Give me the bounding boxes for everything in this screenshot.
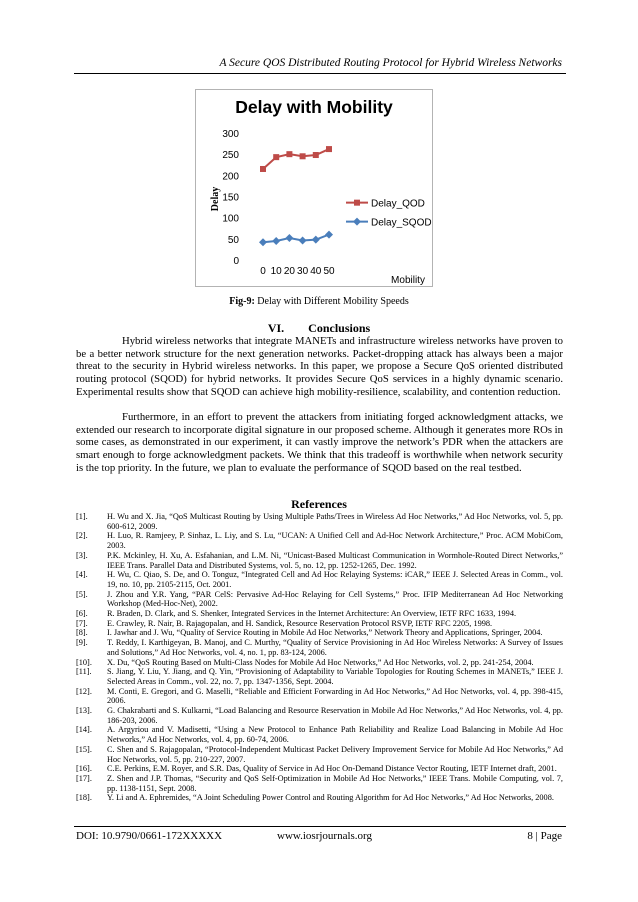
y-tick-label: 300 bbox=[222, 129, 239, 140]
reference-item bbox=[76, 628, 563, 638]
legend-marker-square bbox=[354, 200, 360, 206]
reference-item bbox=[76, 638, 563, 657]
footer-doi: DOI: 10.9790/0661-172XXXXX bbox=[76, 830, 223, 842]
reference-number: [11]. bbox=[76, 667, 92, 677]
reference-number: [2]. bbox=[76, 531, 88, 541]
reference-number: [13]. bbox=[76, 706, 92, 716]
reference-number: [16]. bbox=[76, 764, 92, 774]
reference-list bbox=[76, 512, 563, 803]
reference-item bbox=[76, 745, 563, 764]
reference-item bbox=[76, 725, 563, 744]
reference-item bbox=[76, 764, 563, 774]
legend-label: Delay_QOD bbox=[371, 198, 425, 210]
y-tick-label: 0 bbox=[233, 256, 239, 267]
reference-text: E. Crawley, R. Nair, B. Rajagopalan, and H. Sandick, Resource Reservation Protocol RSVP, IETF RFC 2205, 1998. bbox=[107, 618, 493, 628]
reference-number: [8]. bbox=[76, 628, 88, 638]
figure-caption-label: Fig-9: bbox=[229, 296, 255, 307]
section-heading-references: References bbox=[291, 497, 347, 511]
data-point-square bbox=[286, 151, 292, 157]
reference-item bbox=[76, 570, 563, 589]
chart-title: Delay with Mobility bbox=[235, 97, 393, 117]
reference-number: [10]. bbox=[76, 657, 92, 667]
header-rule bbox=[74, 73, 566, 74]
reference-number: [17]. bbox=[76, 773, 92, 783]
reference-item bbox=[76, 619, 563, 629]
reference-number: [18]. bbox=[76, 793, 92, 803]
paragraph-text: Furthermore, in an effort to prevent the attackers from initiating forged acknowledgment attacks, we extended our research to incorporate digital signature in our proposed scheme. Although it generates more ROs in some cases, as demonstrated in our experiment, it can vastly improve the network’s PDR when the attackers are smart enough to forge acknowledgment packets. We think that this tradeoff is worthwhile when network security is the top priority. In the future, we plan to evaluate the performance of SQOD based on the real testbed. bbox=[76, 411, 563, 474]
paragraph-text: Hybrid wireless networks that integrate MANETs and infrastructure wireless networks have proven to be a better network structure for the next generation networks. Packet-dropping attack has always been a major threat to the security in Hybrid wireless networks. In this paper, we propose a Secure QoS oriented distributed routing protocol (SQOD) for hybrid networks. It provides Secure QoS services in a highly dynamic scenario. Experimental results show that SQOD can achieve high mobility-resilience, scalability, and contention reduction. bbox=[76, 335, 563, 398]
reference-text: J. Zhou and Y.R. Yang, “PAR CelS: Pervasive Ad-Hoc Relaying for Cell Systems,” Proc. IFIP Mediterranean Ad Hoc Networking Workshop (Med-Hoc-Net), 2002. bbox=[107, 589, 563, 609]
reference-number: [4]. bbox=[76, 570, 88, 580]
running-header: A Secure QOS Distributed Routing Protocol for Hybrid Wireless Networks bbox=[219, 57, 562, 69]
reference-text: X. Du, “QoS Routing Based on Multi-Class Nodes for Mobile Ad Hoc Networks,” Ad Hoc Networks, vol. 2, pp. 241-254, 2004. bbox=[107, 657, 534, 667]
reference-number: [6]. bbox=[76, 609, 88, 619]
figure-caption-text: Delay with Different Mobility Speeds bbox=[254, 296, 409, 307]
reference-item bbox=[76, 774, 563, 793]
data-point-square bbox=[260, 166, 266, 172]
data-point-diamond bbox=[272, 237, 280, 245]
reference-text: T. Reddy, I. Karthigeyan, B. Manoj, and C. Murthy, “Quality of Service Provisioning in Ad Hoc Wireless Networks: A Survey of Issues and Solutions,” Ad Hoc Networks, vol. 4, no. 1, pp. 83-124, 2006. bbox=[107, 638, 563, 657]
legend-label: Delay_SQOD bbox=[371, 217, 432, 229]
x-tick-label: 30 bbox=[297, 266, 309, 277]
reference-text: S. Jiang, Y. Liu, Y. Jiang, and Q. Yin, “Provisioning of Adaptability to Variable Topologies for Routing Schemes in MANETs,” IEEE J. Selected Areas in Comm., vol. 22, no. 7, pp. 1347-1356, Sept. 2004. bbox=[107, 667, 563, 686]
data-point-square bbox=[300, 153, 306, 159]
reference-item bbox=[76, 706, 563, 725]
reference-text: H. Wu and X. Jia, “QoS Multicast Routing by Using Multiple Paths/Trees in Wireless Ad Hoc Networks,” Ad Hoc Networks, vol. 5, pp. 600-612, 2009. bbox=[107, 512, 563, 531]
conclusions-paragraph-2 bbox=[76, 411, 563, 475]
x-tick-label: 40 bbox=[310, 266, 322, 277]
x-tick-label: 50 bbox=[323, 266, 335, 277]
y-tick-label: 100 bbox=[222, 213, 239, 225]
reference-item bbox=[76, 512, 563, 531]
x-axis-label: Mobility bbox=[391, 275, 425, 286]
data-point-diamond bbox=[299, 237, 307, 245]
section-heading-conclusions: VI. Conclusions bbox=[267, 321, 371, 335]
data-point-square bbox=[273, 154, 279, 160]
reference-number: [9]. bbox=[76, 638, 88, 648]
chart-svg bbox=[196, 90, 432, 286]
reference-item bbox=[76, 551, 563, 570]
legend-marker-diamond bbox=[353, 218, 361, 226]
reference-text: H. Wu, C. Qiao, S. De, and O. Tonguz, “Integrated Cell and Ad Hoc Relaying Systems: iCAR,” IEEE J. Selected Areas in Comm., vol. 19, no. 10, pp. 2105-2115, Oct. 2001. bbox=[107, 570, 563, 589]
reference-text: C. Shen and S. Rajagopalan, “Protocol-Independent Multicast Packet Delivery Improvement Service for Mobile Ad Hoc Networks,” Ad Hoc Networks, vol. 5, pp. 210-227, 2007. bbox=[107, 744, 563, 764]
reference-number: [14]. bbox=[76, 725, 92, 735]
data-point-diamond bbox=[285, 234, 293, 242]
y-tick-label: 50 bbox=[227, 234, 239, 246]
y-tick-label: 200 bbox=[222, 171, 239, 183]
delay-mobility-chart bbox=[195, 89, 433, 287]
y-axis-label: Delay bbox=[210, 186, 221, 212]
figure-caption bbox=[0, 296, 638, 307]
reference-item bbox=[76, 667, 563, 686]
x-tick-label: 20 bbox=[283, 266, 295, 277]
reference-text: H. Luo, R. Ramjeey, P. Sinhaz, L. Liy, and S. Lu, “UCAN: A Unified Cell and Ad-Hoc Network Architecture,” Proc. ACM MobiCom, 2003. bbox=[107, 531, 563, 551]
reference-item bbox=[76, 531, 563, 550]
data-point-diamond bbox=[259, 238, 267, 246]
reference-text: Y. Li and A. Ephremides, “A Joint Scheduling Power Control and Routing Algorithm for Ad Hoc Networks,” Ad Hoc Networks, 2008. bbox=[107, 793, 554, 803]
footer-rule bbox=[74, 826, 566, 827]
reference-number: [3]. bbox=[76, 550, 88, 560]
y-tick-label: 250 bbox=[222, 150, 239, 162]
reference-text: I. Jawhar and J. Wu, “Quality of Service Routing in Mobile Ad Hoc Networks,” Network Theory and Applications, Springer, 2004. bbox=[107, 628, 543, 638]
reference-item bbox=[76, 687, 563, 706]
footer-journal-link[interactable]: www.iosrjournals.org bbox=[277, 830, 373, 842]
footer-page-number: 8 | Page bbox=[527, 830, 562, 842]
y-tick-label: 150 bbox=[222, 192, 239, 204]
reference-number: [15]. bbox=[76, 744, 92, 754]
data-point-square bbox=[313, 152, 319, 158]
reference-text: P.K. Mckinley, H. Xu, A. Esfahanian, and L.M. Ni, “Unicast-Based Multicast Communication in Wormhole-Routed Direct Networks,” IEEE Trans. Parallel Data and Distributed Systems, vol. 5, no. 12, pp. 1252-1265, Dec. 1992. bbox=[107, 550, 563, 570]
reference-text: C.E. Perkins, E.M. Royer, and S.R. Das, Quality of Service in Ad Hoc On-Demand Distance Vector Routing, IETF Internet draft, 2001. bbox=[107, 764, 557, 774]
data-point-square bbox=[326, 146, 332, 152]
reference-item bbox=[76, 609, 563, 619]
x-tick-label: 10 bbox=[270, 266, 282, 277]
reference-text: Z. Shen and J.P. Thomas, “Security and QoS Self-Optimization in Mobile Ad Hoc Networks,” IEEE Trans. Mobile Computing, vol. 7, pp. 1138-1151, Sept. 2008. bbox=[107, 773, 563, 793]
data-point-diamond bbox=[325, 231, 333, 239]
reference-text: M. Conti, E. Gregori, and G. Maselli, “Reliable and Efficient Forwarding in Ad Hoc Networks,” Ad Hoc Networks, vol. 4, pp. 398-415, 2006. bbox=[107, 686, 563, 706]
reference-text: A. Argyriou and V. Madisetti, “Using a New Protocol to Enhance Path Reliability and Realize Load Balancing in Mobile Ad Hoc Networks,” Ad Hoc Networks, vol. 4, pp. 60-74, 2006. bbox=[107, 725, 563, 745]
conclusions-paragraph-1 bbox=[76, 335, 563, 399]
reference-number: [1]. bbox=[76, 512, 88, 521]
reference-number: [12]. bbox=[76, 686, 92, 696]
reference-number: [5]. bbox=[76, 589, 88, 599]
data-point-diamond bbox=[312, 236, 320, 244]
reference-number: [7]. bbox=[76, 618, 88, 628]
series-line-delay-qod bbox=[263, 149, 329, 169]
x-tick-label: 0 bbox=[260, 266, 266, 277]
reference-text: G. Chakrabarti and S. Kulkarni, “Load Balancing and Resource Reservation in Mobile Ad Hoc Networks,” Ad Hoc Networks, vol. 4, pp. 186-203, 2006. bbox=[107, 706, 563, 725]
reference-item bbox=[76, 793, 563, 803]
reference-item bbox=[76, 590, 563, 609]
reference-item bbox=[76, 658, 563, 668]
reference-text: R. Braden, D. Clark, and S. Shenker, Integrated Services in the Internet Architecture: An Overview, IETF RFC 1633, 1994. bbox=[107, 609, 517, 619]
